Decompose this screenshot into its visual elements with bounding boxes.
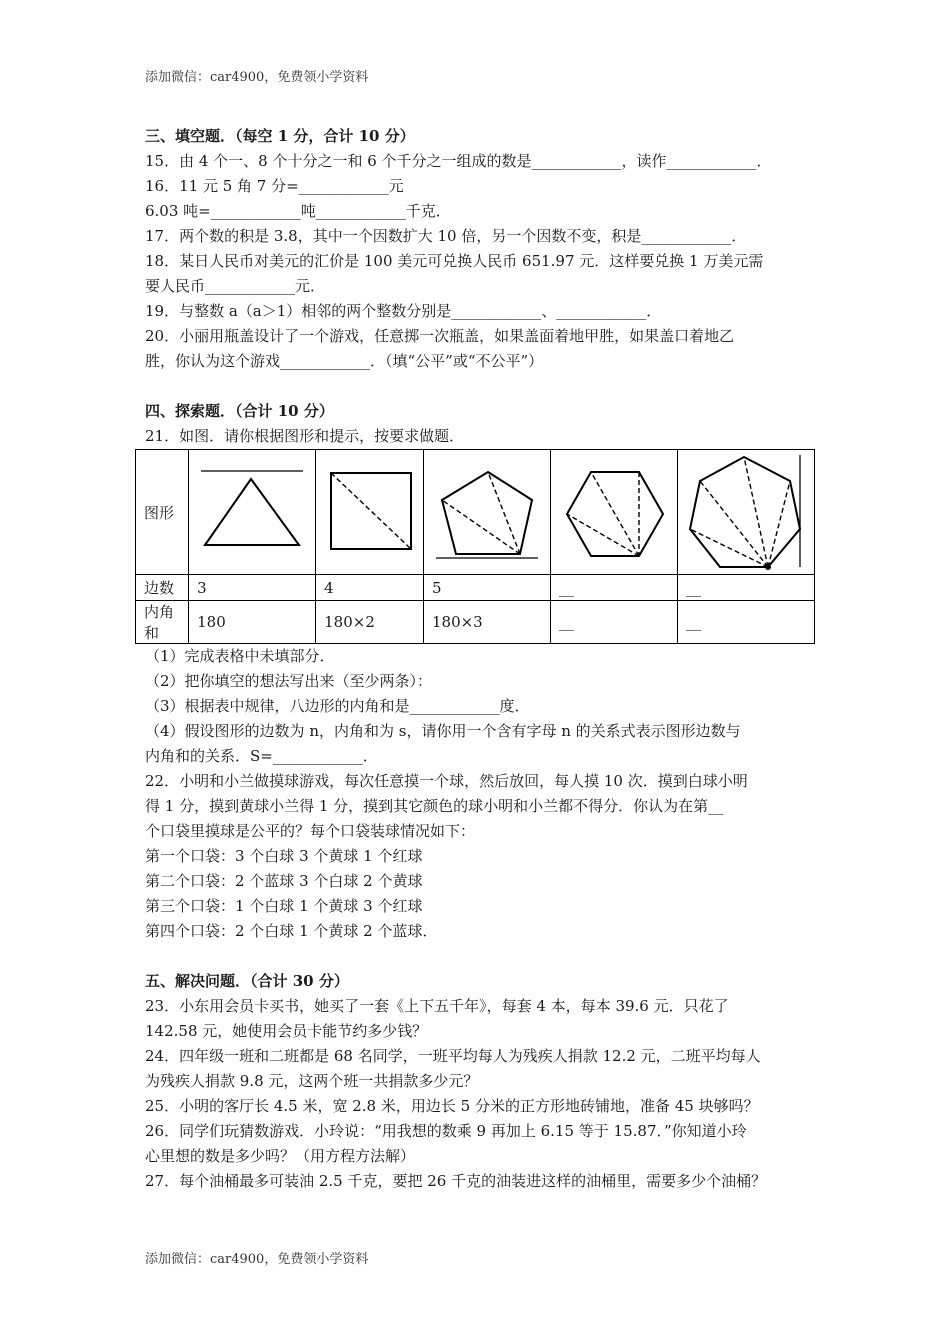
q23-cont: 142.58 元，她使用会员卡能节约多少钱？: [145, 1022, 428, 1040]
square-figure: [316, 450, 424, 575]
angle-sum-cell: __: [550, 601, 677, 644]
figure-row: [136, 450, 815, 575]
angle-sum-cell: 180×3: [423, 601, 550, 644]
q21-1: （1）完成表格中未填部分．: [145, 647, 335, 665]
section3-title: 三、填空题．（每空 1 分，合计 10 分）: [145, 127, 415, 145]
q16-b: 6.03 吨=____________吨____________千克．: [145, 202, 451, 220]
sides-cell: 4: [316, 575, 424, 601]
q16: 16．11 元 5 角 7 分=____________元: [145, 177, 404, 195]
q18-cont: 要人民币____________元．: [145, 277, 326, 295]
q27: 27．每个油桶最多可装油 2.5 千克，要把 26 千克的油装进这样的油桶里，需要多少个油桶？: [145, 1172, 767, 1190]
row-label-sides: 边数: [136, 575, 189, 601]
angle-sum-cell: 180×2: [316, 601, 424, 644]
q25: 25．小明的客厅长 4.5 米，宽 2.8 米，用边长 5 分米的正方形地砖铺地，准备 45 块够吗？: [145, 1097, 759, 1115]
sides-cell: 5: [423, 575, 550, 601]
triangle-figure: [189, 450, 316, 575]
row-label-angle-sum: 内角和: [136, 601, 189, 644]
angle-sum-row: [136, 601, 815, 644]
row-label-figure: 图形: [136, 450, 189, 575]
q18: 18．某日人民币对美元的汇价是 100 美元可兑换人民币 651.97 元．这样要兑换 1 万美元需: [145, 252, 764, 270]
q15: 15．由 4 个一、8 个十分之一和 6 个千分之一组成的数是____________，读作____________．: [145, 152, 772, 170]
sides-row: [136, 575, 815, 601]
polygon-table: [135, 449, 815, 644]
sides-cell: __: [550, 575, 677, 601]
q19: 19．与整数 a（a＞1）相邻的两个整数分别是____________、____________．: [145, 302, 662, 320]
q26: 26．同学们玩猜数游戏．小玲说：“用我想的数乘 9 再加上 6.15 等于 15.87．”你知道小玲: [145, 1122, 747, 1140]
angle-sum-cell: __: [678, 601, 815, 644]
bag-2: 第二个口袋：2 个蓝球 3 个白球 2 个黄球: [145, 872, 423, 890]
q22: 22．小明和小兰做摸球游戏，每次任意摸一个球，然后放回，每人摸 10 次．摸到白球小明: [145, 772, 748, 790]
heptagon-figure: [678, 450, 815, 575]
page-footer: 添加微信：car4900，免费领小学资料: [145, 1252, 369, 1267]
q24: 24．四年级一班和二班都是 68 名同学，一班平均每人为残疾人捐款 12.2 元，二班平均每人: [145, 1047, 761, 1065]
bag-3: 第三个口袋：1 个白球 1 个黄球 3 个红球: [145, 897, 423, 915]
q21-4: （4）假设图形的边数为 n，内角和为 s，请你用一个含有字母 n 的关系式表示图形边数与: [145, 722, 741, 740]
section4-title: 四、探索题．（合计 10 分）: [145, 402, 334, 420]
q22-cont: 得 1 分，摸到黄球小兰得 1 分，摸到其它颜色的球小明和小兰都不得分．你认为在第__: [145, 797, 724, 815]
bag-1: 第一个口袋：3 个白球 3 个黄球 1 个红球: [145, 847, 423, 865]
hexagon-figure: [550, 450, 677, 575]
pentagon-figure: [423, 450, 550, 575]
q17: 17．两个数的积是 3.8，其中一个因数扩大 10 倍，另一个因数不变，积是____________．: [145, 227, 747, 245]
q24-cont: 为残疾人捐款 9.8 元，这两个班一共捐款多少元？: [145, 1072, 479, 1090]
q20-cont: 胜，你认为这个游戏____________．（填“公平”或“不公平”）: [145, 352, 544, 370]
sides-cell: __: [678, 575, 815, 601]
q22-cont2: 个口袋里摸球是公平的？每个口袋装球情况如下：: [145, 822, 476, 840]
q21-3: （3）根据表中规律，八边形的内角和是____________度．: [145, 697, 530, 715]
q20: 20．小丽用瓶盖设计了一个游戏，任意掷一次瓶盖，如果盖面着地甲胜，如果盖口着地乙: [145, 327, 735, 345]
page-header: 添加微信：car4900，免费领小学资料: [145, 70, 369, 85]
q23: 23．小东用会员卡买书，她买了一套《上下五千年》，每套 4 本，每本 39.6 元．只花了: [145, 997, 729, 1015]
worksheet: [145, 124, 815, 1194]
q26-cont: 心里想的数是多少吗？（用方程方法解）: [145, 1147, 416, 1165]
q21-4-cont: 内角和的关系．S=____________．: [145, 747, 378, 765]
sides-cell: 3: [189, 575, 316, 601]
angle-sum-cell: 180: [189, 601, 316, 644]
bag-4: 第四个口袋：2 个白球 1 个黄球 2 个蓝球．: [145, 922, 438, 940]
q21-2: （2）把你填空的想法写出来（至少两条）：: [145, 672, 433, 690]
q21: 21．如图．请你根据图形和提示，按要求做题．: [145, 427, 465, 445]
section5-title: 五、解决问题．（合计 30 分）: [145, 972, 349, 990]
